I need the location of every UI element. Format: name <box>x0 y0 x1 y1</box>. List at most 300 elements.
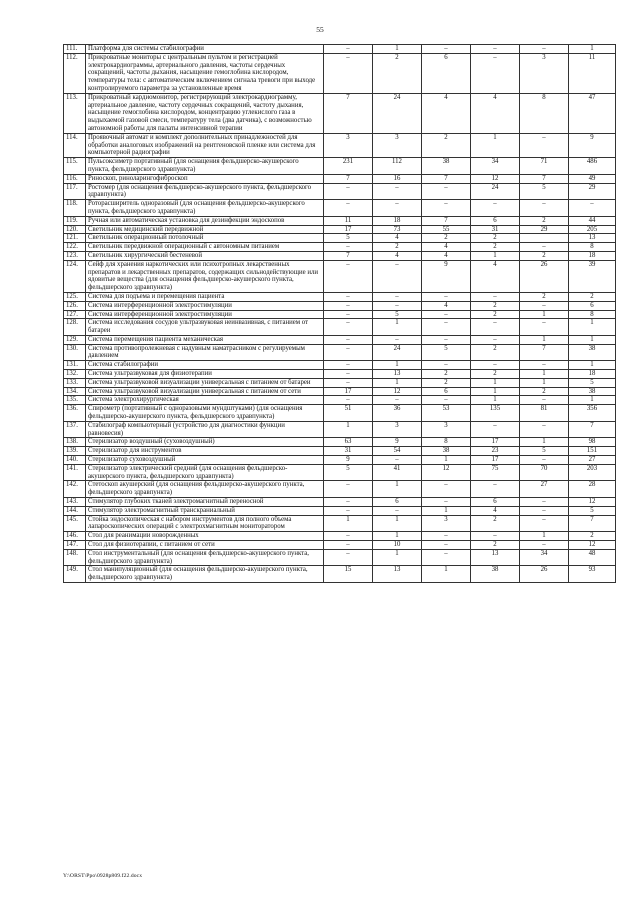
file-path-footer: Y:\ORST\Ppo\0928p809.f22.docx <box>63 873 143 879</box>
quantity-cell: 6 <box>471 216 520 225</box>
quantity-cell: 1 <box>520 370 569 379</box>
quantity-cell: 1 <box>373 378 422 387</box>
row-number: 118. <box>64 200 86 217</box>
table-row <box>64 260 616 292</box>
equipment-name: Стерилизатор электрический средний (для оснащения фельдшерско-акушерского пункта, фельдшерского здравпункта) <box>86 464 324 481</box>
row-number: 113. <box>64 93 86 133</box>
quantity-cell: – <box>422 200 471 217</box>
quantity-cell: 5 <box>520 447 569 456</box>
table-row <box>64 310 616 319</box>
quantity-cell: 3 <box>520 53 569 93</box>
table-row <box>64 133 616 157</box>
quantity-cell: 31 <box>471 225 520 234</box>
table-row <box>64 361 616 370</box>
quantity-cell: 3 <box>422 515 471 532</box>
quantity-cell: – <box>373 456 422 465</box>
quantity-cell: 16 <box>373 174 422 183</box>
total-cell: 1 <box>569 335 616 344</box>
total-cell: – <box>569 200 616 217</box>
quantity-cell: – <box>422 361 471 370</box>
total-cell: 1 <box>569 396 616 405</box>
quantity-cell: – <box>520 421 569 438</box>
quantity-cell: 10 <box>373 541 422 550</box>
table-row <box>64 456 616 465</box>
quantity-cell: 4 <box>373 251 422 260</box>
row-number: 145. <box>64 515 86 532</box>
quantity-cell: 38 <box>422 158 471 175</box>
quantity-cell: 17 <box>471 456 520 465</box>
quantity-cell: – <box>422 498 471 507</box>
quantity-cell: – <box>471 292 520 301</box>
row-number: 142. <box>64 481 86 498</box>
quantity-cell: 1 <box>520 378 569 387</box>
equipment-name: Стол для физиотерапии, с питанием от сети <box>86 541 324 550</box>
quantity-cell: – <box>471 53 520 93</box>
quantity-cell: – <box>324 481 373 498</box>
total-cell: 98 <box>569 438 616 447</box>
quantity-cell: – <box>520 541 569 550</box>
total-cell: 5 <box>569 506 616 515</box>
row-number: 126. <box>64 301 86 310</box>
quantity-cell: 3 <box>422 421 471 438</box>
quantity-cell: 29 <box>520 225 569 234</box>
quantity-cell: 1 <box>520 532 569 541</box>
total-cell: 205 <box>569 225 616 234</box>
total-cell: 7 <box>569 421 616 438</box>
page-number: 55 <box>316 25 324 34</box>
quantity-cell: – <box>373 335 422 344</box>
quantity-cell: 34 <box>471 158 520 175</box>
row-number: 127. <box>64 310 86 319</box>
quantity-cell: 2 <box>422 378 471 387</box>
equipment-name: Система ультразвуковой визуализации универсальная с питанием от батареи <box>86 378 324 387</box>
quantity-cell: 135 <box>471 405 520 422</box>
equipment-name: Проявочный автомат и комплект дополнительных принадлежностей для обработки аналоговых изображений на рентгеновской пленке или система для компьютерной радиографии <box>86 133 324 157</box>
row-number: 136. <box>64 405 86 422</box>
equipment-name: Сейф для хранения наркотических или психотропных лекарственных препаратов и лекарственных препаратов, содержащих сильнодействующие или ядовитые вещества (для оснащения фельдшерско-акушерского пункта, фельдшерского здравпункта) <box>86 260 324 292</box>
quantity-cell: 3 <box>373 421 422 438</box>
row-number: 128. <box>64 319 86 336</box>
row-number: 134. <box>64 387 86 396</box>
quantity-cell: – <box>422 319 471 336</box>
total-cell: 93 <box>569 566 616 583</box>
equipment-name: Стол для реанимации новорожденных <box>86 532 324 541</box>
table-row <box>64 387 616 396</box>
table-row <box>64 45 616 54</box>
quantity-cell: – <box>520 506 569 515</box>
quantity-cell: 12 <box>373 387 422 396</box>
equipment-name: Стерилизатор для инструментов <box>86 447 324 456</box>
equipment-table <box>63 44 616 583</box>
quantity-cell: 70 <box>520 464 569 481</box>
total-cell: 7 <box>569 515 616 532</box>
equipment-name: Система интерференционной электростимуляции <box>86 310 324 319</box>
table-row <box>64 93 616 133</box>
quantity-cell: 1 <box>520 310 569 319</box>
equipment-name: Стол инструментальный (для оснащения фельдшерско-акушерского пункта, фельдшерского здравпункта) <box>86 549 324 566</box>
quantity-cell: 38 <box>471 566 520 583</box>
quantity-cell: 1 <box>471 133 520 157</box>
equipment-name: Прикроватные мониторы с центральным пультом и регистрацией электрокардиограммы, артериального давления, частоты сердечных сокращений, частоты дыхания, насыщение гемоглобина кислородом, температуры тела: с автоматическим включением сигнала тревоги при выходе контролируемого параметра за установленные время <box>86 53 324 93</box>
quantity-cell: 73 <box>373 225 422 234</box>
row-number: 125. <box>64 292 86 301</box>
quantity-cell: – <box>324 319 373 336</box>
total-cell: 486 <box>569 158 616 175</box>
quantity-cell: 112 <box>373 158 422 175</box>
quantity-cell: 1 <box>471 378 520 387</box>
table-row <box>64 566 616 583</box>
quantity-cell: 6 <box>471 498 520 507</box>
quantity-cell: – <box>324 292 373 301</box>
quantity-cell: 7 <box>422 174 471 183</box>
table-row <box>64 158 616 175</box>
table-row <box>64 292 616 301</box>
quantity-cell: – <box>471 361 520 370</box>
quantity-cell: 4 <box>422 243 471 252</box>
quantity-cell: – <box>422 549 471 566</box>
quantity-cell: – <box>520 498 569 507</box>
equipment-name: Спирометр (портативный с одноразовыми мундштуками) (для оснащения фельдшерско-акушерского пункта, фельдшерского здравпункта) <box>86 405 324 422</box>
quantity-cell: 2 <box>471 243 520 252</box>
total-cell: 27 <box>569 456 616 465</box>
quantity-cell: – <box>324 498 373 507</box>
quantity-cell: 2 <box>471 310 520 319</box>
equipment-name: Стерилизатор суховоздушный <box>86 456 324 465</box>
quantity-cell: – <box>520 45 569 54</box>
quantity-cell: 2 <box>422 133 471 157</box>
equipment-name: Система стабилографии <box>86 361 324 370</box>
quantity-cell: 4 <box>471 260 520 292</box>
row-number: 140. <box>64 456 86 465</box>
quantity-cell: 1 <box>471 396 520 405</box>
total-cell: 39 <box>569 260 616 292</box>
quantity-cell: 1 <box>422 456 471 465</box>
row-number: 143. <box>64 498 86 507</box>
quantity-cell: – <box>373 396 422 405</box>
quantity-cell: 36 <box>373 405 422 422</box>
quantity-cell: 41 <box>373 464 422 481</box>
table-row <box>64 438 616 447</box>
quantity-cell: 2 <box>520 251 569 260</box>
quantity-cell: 1 <box>471 387 520 396</box>
table-row <box>64 183 616 200</box>
total-cell: 28 <box>569 481 616 498</box>
quantity-cell: 27 <box>520 481 569 498</box>
quantity-cell: 11 <box>324 216 373 225</box>
row-number: 121. <box>64 234 86 243</box>
quantity-cell: – <box>324 183 373 200</box>
total-cell: 1 <box>569 319 616 336</box>
quantity-cell: 4 <box>422 251 471 260</box>
quantity-cell: 2 <box>520 292 569 301</box>
quantity-cell: 9 <box>422 260 471 292</box>
quantity-cell: – <box>422 335 471 344</box>
quantity-cell: – <box>324 370 373 379</box>
quantity-cell: 4 <box>373 234 422 243</box>
equipment-name: Система перемещения пациента механическая <box>86 335 324 344</box>
quantity-cell: – <box>471 335 520 344</box>
table-row <box>64 200 616 217</box>
row-number: 148. <box>64 549 86 566</box>
equipment-name: Ручная или автоматическая установка для дезинфекции эндоскопов <box>86 216 324 225</box>
table-row <box>64 378 616 387</box>
row-number: 123. <box>64 251 86 260</box>
total-cell: 18 <box>569 251 616 260</box>
table-row <box>64 405 616 422</box>
total-cell: 5 <box>569 378 616 387</box>
quantity-cell: 3 <box>324 133 373 157</box>
row-number: 137. <box>64 421 86 438</box>
total-cell: 44 <box>569 216 616 225</box>
quantity-cell: – <box>324 506 373 515</box>
quantity-cell: – <box>422 532 471 541</box>
equipment-name: Светильник медицинский передвижной <box>86 225 324 234</box>
table-row <box>64 335 616 344</box>
total-cell: 8 <box>569 243 616 252</box>
quantity-cell: 6 <box>373 498 422 507</box>
total-cell: 49 <box>569 174 616 183</box>
equipment-name: Система ультразвуковой визуализации универсальная с питанием от сети <box>86 387 324 396</box>
quantity-cell: 1 <box>373 532 422 541</box>
quantity-cell: 2 <box>520 387 569 396</box>
quantity-cell: – <box>471 421 520 438</box>
quantity-cell: 23 <box>471 447 520 456</box>
row-number: 130. <box>64 344 86 361</box>
quantity-cell: 1 <box>324 515 373 532</box>
quantity-cell: 7 <box>324 174 373 183</box>
equipment-name: Стерилизатор воздушный (суховоздушный) <box>86 438 324 447</box>
row-number: 117. <box>64 183 86 200</box>
quantity-cell: – <box>422 292 471 301</box>
quantity-cell: 4 <box>422 93 471 133</box>
total-cell: 2 <box>569 292 616 301</box>
quantity-cell: – <box>373 506 422 515</box>
total-cell: 6 <box>569 301 616 310</box>
quantity-cell: 1 <box>324 421 373 438</box>
total-cell: 8 <box>569 310 616 319</box>
quantity-cell: 5 <box>422 344 471 361</box>
quantity-cell: 17 <box>324 225 373 234</box>
quantity-cell: 1 <box>373 481 422 498</box>
quantity-cell: 13 <box>373 370 422 379</box>
equipment-name: Роторасширитель одноразовый (для оснащения фельдшерско-акушерского пункта, фельдшерского здравпункта) <box>86 200 324 217</box>
quantity-cell: 24 <box>373 344 422 361</box>
quantity-cell: 2 <box>471 370 520 379</box>
quantity-cell: – <box>373 301 422 310</box>
table-row <box>64 498 616 507</box>
quantity-cell: 5 <box>324 464 373 481</box>
table-row <box>64 506 616 515</box>
row-number: 144. <box>64 506 86 515</box>
equipment-name: Риноскоп, риноларингофиброскоп <box>86 174 324 183</box>
row-number: 138. <box>64 438 86 447</box>
quantity-cell <box>520 234 569 243</box>
total-cell: 9 <box>569 133 616 157</box>
table-row <box>64 464 616 481</box>
quantity-cell: 1 <box>373 45 422 54</box>
quantity-cell: – <box>422 396 471 405</box>
row-number: 119. <box>64 216 86 225</box>
quantity-cell: 9 <box>324 456 373 465</box>
table-row <box>64 174 616 183</box>
quantity-cell: 2 <box>471 344 520 361</box>
quantity-cell: 13 <box>471 549 520 566</box>
quantity-cell: – <box>324 45 373 54</box>
quantity-cell: – <box>520 319 569 336</box>
table-row <box>64 541 616 550</box>
quantity-cell: 13 <box>373 566 422 583</box>
total-cell: 2 <box>569 532 616 541</box>
quantity-cell: 34 <box>520 549 569 566</box>
quantity-cell: 31 <box>324 447 373 456</box>
quantity-cell: 12 <box>471 174 520 183</box>
row-number: 139. <box>64 447 86 456</box>
quantity-cell: – <box>520 133 569 157</box>
quantity-cell: – <box>422 310 471 319</box>
quantity-cell: 5 <box>324 234 373 243</box>
equipment-name: Стимулятор электромагнитный транскраниальный <box>86 506 324 515</box>
quantity-cell: 7 <box>324 93 373 133</box>
quantity-cell: 26 <box>520 566 569 583</box>
quantity-cell: – <box>324 301 373 310</box>
quantity-cell: 7 <box>520 174 569 183</box>
table-row <box>64 370 616 379</box>
table-row <box>64 549 616 566</box>
quantity-cell: 2 <box>373 53 422 93</box>
quantity-cell: 55 <box>422 225 471 234</box>
quantity-cell: 1 <box>373 319 422 336</box>
quantity-cell: 1 <box>520 438 569 447</box>
quantity-cell: 17 <box>324 387 373 396</box>
quantity-cell: – <box>373 200 422 217</box>
equipment-name: Стетоскоп акушерский (для оснащения фельдшерско-акушерского пункта, фельдшерского здравпункта) <box>86 481 324 498</box>
quantity-cell: 63 <box>324 438 373 447</box>
row-number: 132. <box>64 370 86 379</box>
quantity-cell: 1 <box>373 515 422 532</box>
table-row <box>64 53 616 93</box>
equipment-name: Стол манипуляционный (для оснащения фельдшерско-акушерского пункта, фельдшерского здравпункта) <box>86 566 324 583</box>
row-number: 111. <box>64 45 86 54</box>
equipment-name: Система интерференционной электростимуляции <box>86 301 324 310</box>
quantity-cell: – <box>471 319 520 336</box>
row-number: 149. <box>64 566 86 583</box>
quantity-cell: – <box>520 301 569 310</box>
quantity-cell: – <box>324 532 373 541</box>
row-number: 115. <box>64 158 86 175</box>
quantity-cell: – <box>373 292 422 301</box>
quantity-cell: – <box>324 361 373 370</box>
quantity-cell: 12 <box>422 464 471 481</box>
quantity-cell: – <box>471 532 520 541</box>
quantity-cell: 2 <box>373 243 422 252</box>
row-number: 141. <box>64 464 86 481</box>
equipment-name: Стимулятор глубоких тканей электромагнитный переносной <box>86 498 324 507</box>
quantity-cell: 2 <box>471 301 520 310</box>
total-cell: 151 <box>569 447 616 456</box>
row-number: 122. <box>64 243 86 252</box>
total-cell: 38 <box>569 387 616 396</box>
quantity-cell: 18 <box>373 216 422 225</box>
equipment-name: Ростомер (для оснащения фельдшерско-акушерского пункта, фельдшерского здравпункта) <box>86 183 324 200</box>
total-cell: 38 <box>569 344 616 361</box>
quantity-cell: 24 <box>471 183 520 200</box>
quantity-cell: 53 <box>422 405 471 422</box>
row-number: 147. <box>64 541 86 550</box>
equipment-name: Стабилограф компьютерный (устройство для диагностики функции равновесия) <box>86 421 324 438</box>
quantity-cell: – <box>324 541 373 550</box>
table-row <box>64 532 616 541</box>
equipment-name: Светильник передвижной операционный с автономным питанием <box>86 243 324 252</box>
quantity-cell: 54 <box>373 447 422 456</box>
quantity-cell: 7 <box>520 344 569 361</box>
equipment-name: Платформа для системы стабилографии <box>86 45 324 54</box>
row-number: 120. <box>64 225 86 234</box>
total-cell: 11 <box>569 53 616 93</box>
quantity-cell: – <box>422 541 471 550</box>
total-cell: 1 <box>569 361 616 370</box>
quantity-cell: – <box>324 53 373 93</box>
quantity-cell: 71 <box>520 158 569 175</box>
row-number: 114. <box>64 133 86 157</box>
quantity-cell: – <box>324 344 373 361</box>
table-row <box>64 396 616 405</box>
table-row <box>64 243 616 252</box>
total-cell: 48 <box>569 549 616 566</box>
row-number: 112. <box>64 53 86 93</box>
quantity-cell: – <box>373 260 422 292</box>
table-row <box>64 344 616 361</box>
equipment-name: Система противопролежневая с надувным наматрасником с регулируемым давлением <box>86 344 324 361</box>
quantity-cell: 5 <box>373 310 422 319</box>
row-number: 129. <box>64 335 86 344</box>
quantity-cell: 2 <box>471 515 520 532</box>
quantity-cell: – <box>324 260 373 292</box>
quantity-cell: 2 <box>422 234 471 243</box>
quantity-cell: 7 <box>422 216 471 225</box>
row-number: 131. <box>64 361 86 370</box>
table-row <box>64 225 616 234</box>
quantity-cell: – <box>422 45 471 54</box>
quantity-cell: 81 <box>520 405 569 422</box>
equipment-name: Система ультразвуковая для физиотерапии <box>86 370 324 379</box>
quantity-cell: 1 <box>520 335 569 344</box>
quantity-cell: 24 <box>373 93 422 133</box>
quantity-cell: 4 <box>471 93 520 133</box>
quantity-cell: – <box>324 200 373 217</box>
equipment-name: Система электрохирургическая <box>86 396 324 405</box>
table-row <box>64 447 616 456</box>
equipment-name: Стойка эндоскопическая с набором инструментов для полного объема лапароскопических операций с электрохмагнитным мониторатором <box>86 515 324 532</box>
quantity-cell: 4 <box>471 506 520 515</box>
table-row <box>64 234 616 243</box>
equipment-name: Система исследования сосудов ультразвуковая неинвазивная, с питанием от батареи <box>86 319 324 336</box>
quantity-cell: 17 <box>471 438 520 447</box>
table-row <box>64 319 616 336</box>
table-row <box>64 515 616 532</box>
quantity-cell: 51 <box>324 405 373 422</box>
table-row <box>64 301 616 310</box>
quantity-cell: 75 <box>471 464 520 481</box>
quantity-cell: – <box>422 481 471 498</box>
quantity-cell: – <box>471 200 520 217</box>
equipment-name: Система для подъема и перемещения пациента <box>86 292 324 301</box>
equipment-name: Пульсоксиметр портативный (для оснащения фельдшерско-акушерского пункта, фельдшерского здравпункта) <box>86 158 324 175</box>
quantity-cell: – <box>520 515 569 532</box>
quantity-cell: 1 <box>422 566 471 583</box>
quantity-cell: – <box>373 183 422 200</box>
quantity-cell: 1 <box>373 549 422 566</box>
quantity-cell: 6 <box>422 53 471 93</box>
